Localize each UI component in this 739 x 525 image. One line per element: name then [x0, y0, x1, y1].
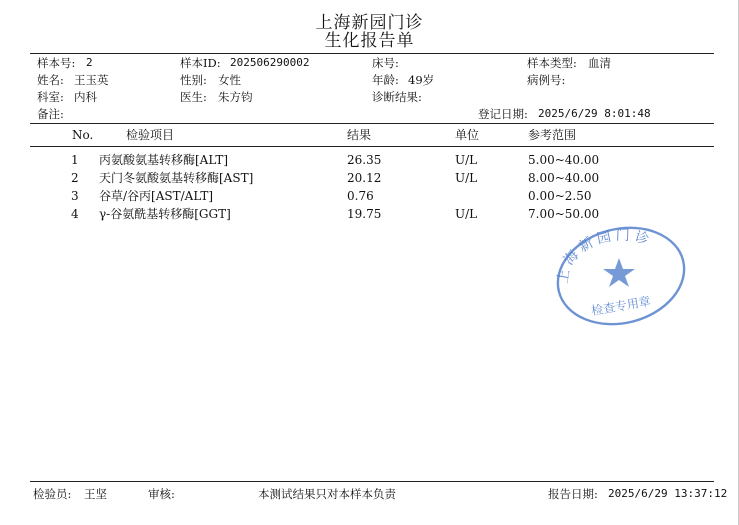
row-3-item: 谷草/谷丙[AST/ALT] — [99, 189, 214, 203]
sample-id: 202506290002 — [230, 56, 310, 69]
hospital-seal — [553, 226, 689, 326]
seal-subtext: 检查专用章 — [590, 293, 652, 319]
patient-name: 王玉英 — [74, 73, 109, 87]
row-2-result: 20.12 — [347, 171, 382, 185]
row-1-result: 26.35 — [347, 153, 382, 167]
col-no-header: No. — [72, 128, 94, 142]
register-date: 2025/6/29 8:01:48 — [538, 107, 651, 120]
remark-label: 备注: — [37, 107, 64, 121]
footer-divider — [30, 481, 714, 482]
age: 49岁 — [408, 73, 435, 87]
sample-type-label: 样本类型: — [527, 56, 577, 70]
age-label: 年龄: — [372, 73, 399, 87]
top-divider — [30, 53, 714, 54]
row-1-unit: U/L — [455, 153, 478, 167]
row-1-range: 5.00~40.00 — [528, 153, 600, 167]
sample-no: 2 — [86, 56, 93, 69]
col-unit-header: 单位 — [455, 128, 480, 142]
doctor: 朱方钧 — [218, 90, 253, 104]
row-4-result: 19.75 — [347, 207, 382, 221]
doctor-label: 医生: — [180, 90, 207, 104]
row-3-range: 0.00~2.50 — [528, 189, 592, 203]
col-range-header: 参考范围 — [528, 128, 577, 142]
inspector: 王坚 — [84, 487, 107, 501]
col-result-header: 结果 — [347, 128, 372, 142]
header-divider — [30, 123, 714, 124]
row-4-no: 4 — [71, 207, 79, 221]
row-3-result: 0.76 — [347, 189, 374, 203]
dept-label: 科室: — [37, 90, 64, 104]
seal-star-icon — [603, 258, 635, 287]
row-4-unit: U/L — [455, 207, 478, 221]
sample-type: 血清 — [588, 56, 611, 70]
inspector-label: 检验员: — [33, 487, 72, 501]
sample-no-label: 样本号: — [37, 56, 76, 70]
row-1-item: 丙氨酸氨基转移酶[ALT] — [99, 153, 229, 167]
sample-id-label: 样本ID: — [180, 56, 221, 70]
row-2-item: 天门冬氨酸氨基转移酶[AST] — [99, 171, 254, 185]
col-item-header: 检验项目 — [126, 128, 175, 142]
bed-label: 床号: — [372, 56, 399, 70]
reviewer-label: 审核: — [148, 487, 175, 501]
hospital-name: 上海新园门诊 — [315, 13, 424, 33]
report-title: 生化报告单 — [324, 31, 415, 51]
case-no-label: 病例号: — [527, 73, 566, 87]
row-3-no: 3 — [71, 189, 79, 203]
diagnosis-label: 诊断结果: — [372, 90, 422, 104]
row-2-range: 8.00~40.00 — [528, 171, 600, 185]
dept: 内科 — [74, 90, 97, 104]
row-4-range: 7.00~50.00 — [528, 207, 600, 221]
row-2-unit: U/L — [455, 171, 478, 185]
gender: 女性 — [218, 73, 241, 87]
row-4-item: γ-谷氨酰基转移酶[GGT] — [99, 207, 231, 221]
report-date: 2025/6/29 13:37:12 — [608, 487, 728, 500]
row-2-no: 2 — [71, 171, 79, 185]
svg-text:上海新园门诊 — [555, 228, 655, 285]
gender-label: 性别: — [180, 73, 207, 87]
name-label: 姓名: — [37, 73, 64, 87]
register-date-label: 登记日期: — [478, 107, 528, 121]
row-1-no: 1 — [71, 153, 79, 167]
table-header-divider — [30, 146, 714, 147]
disclaimer: 本测试结果只对本样本负责 — [258, 487, 396, 501]
seal-text: 上海新园门诊 — [555, 227, 655, 285]
report-date-label: 报告日期: — [548, 487, 598, 501]
